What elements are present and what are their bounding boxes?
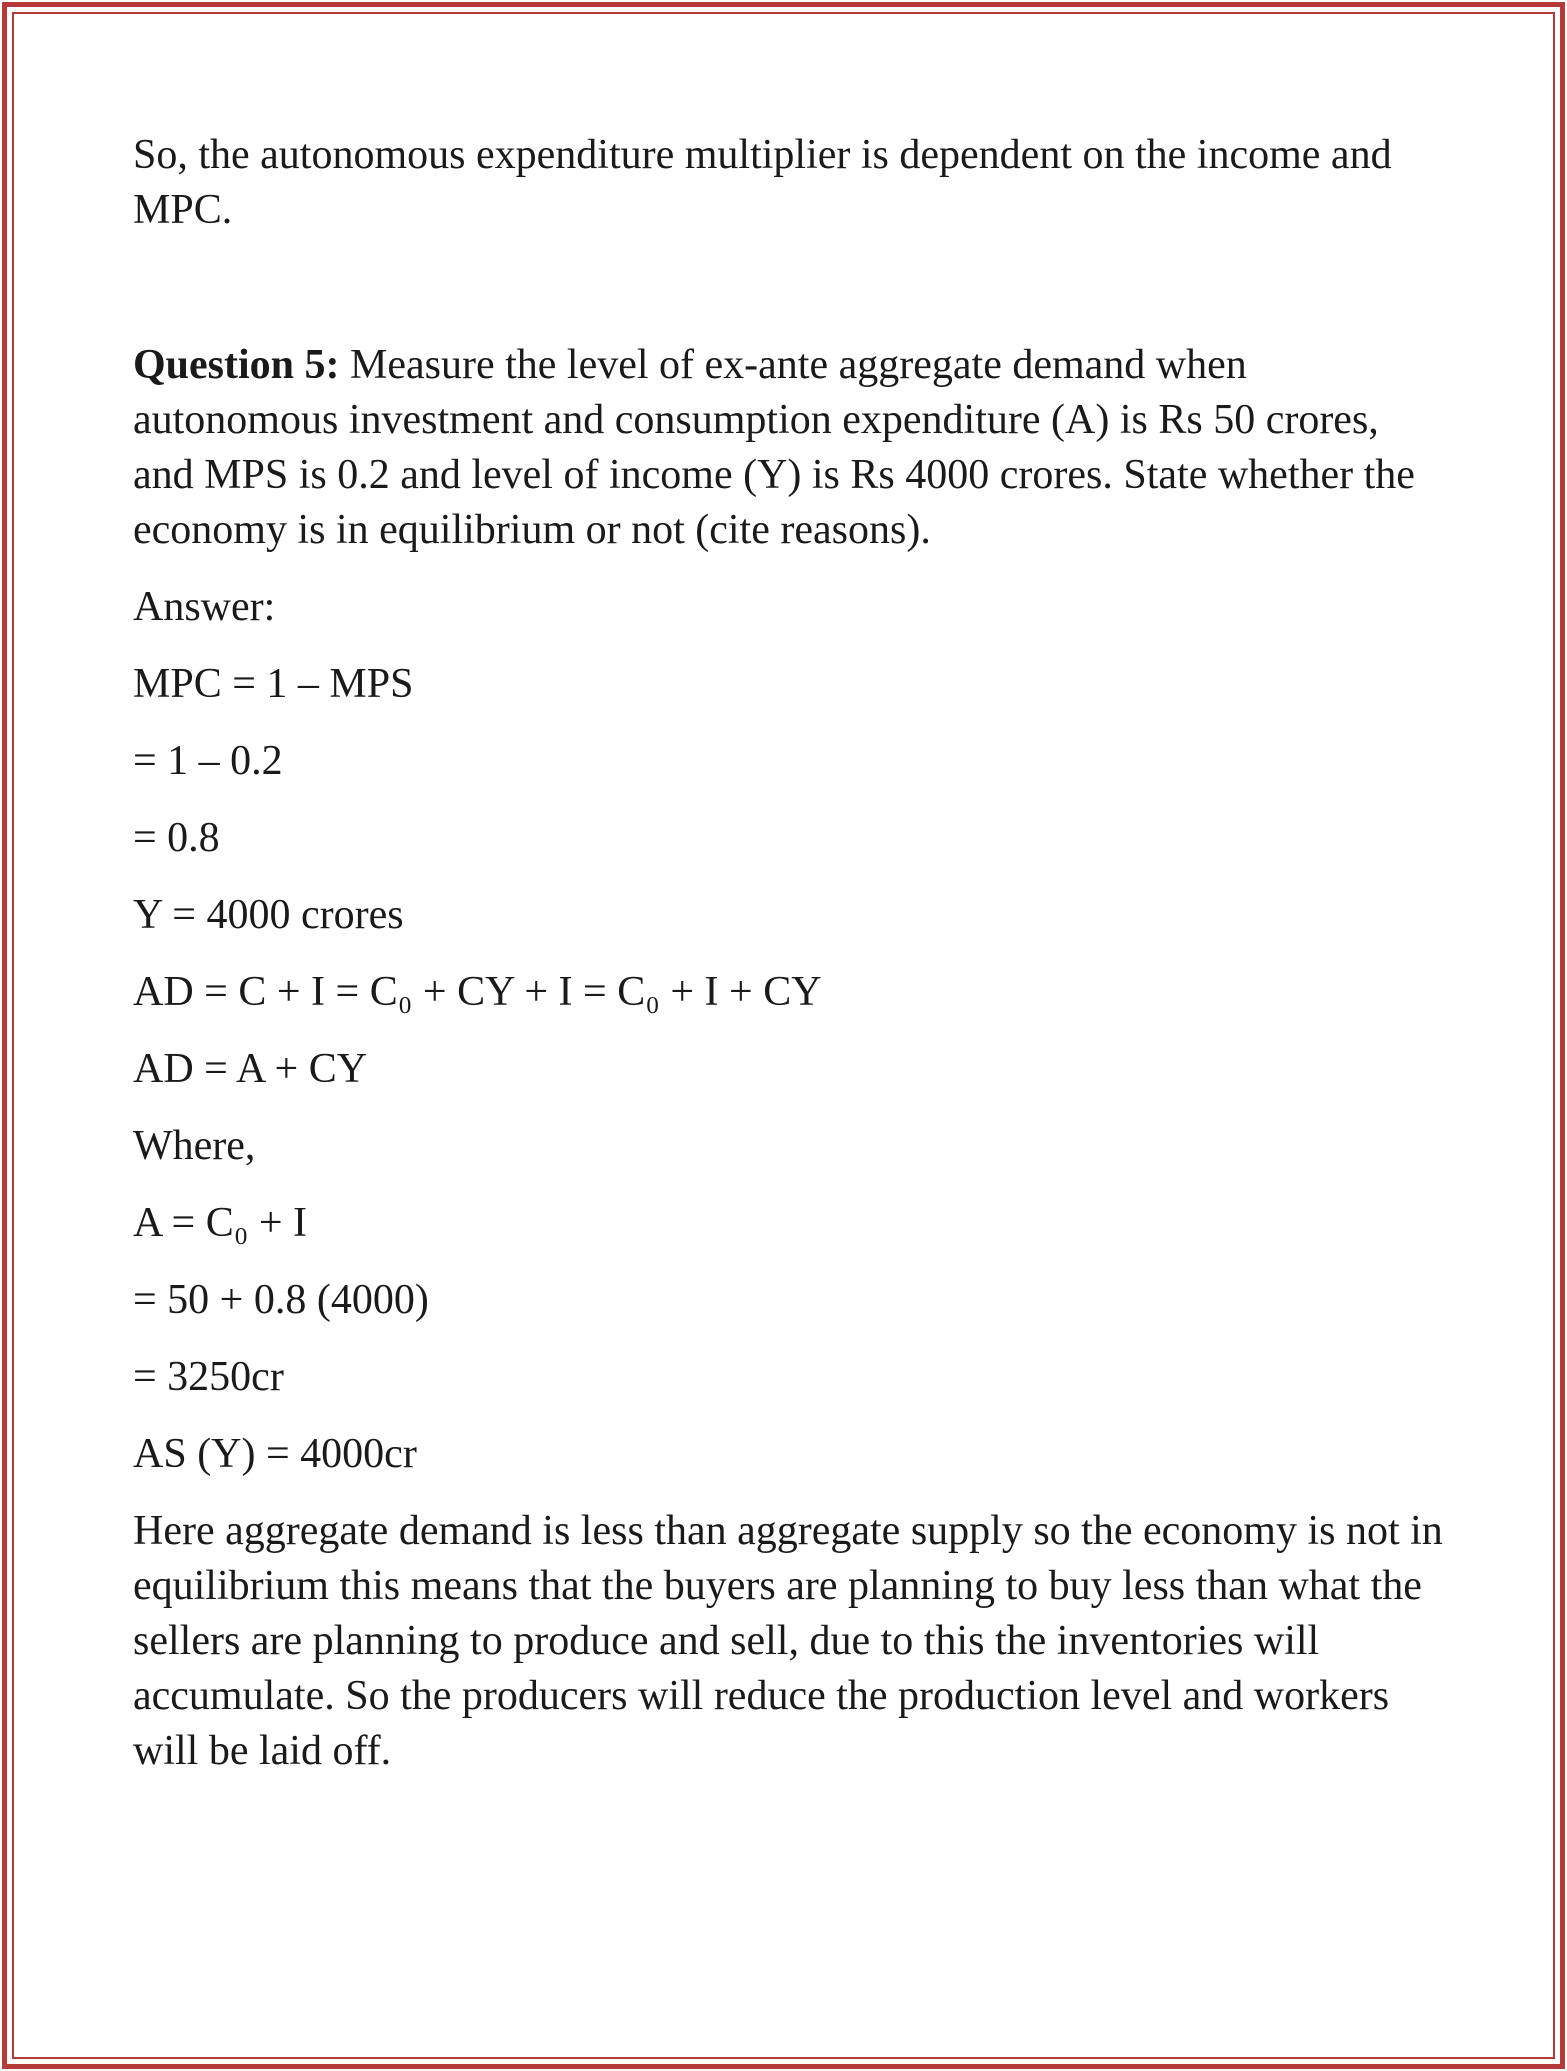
equation-line-7: Where, — [133, 1123, 256, 1169]
intro-paragraph: So, the autonomous expenditure multiplier is dependent on the income and MPC. — [133, 132, 1392, 233]
question-paragraph — [133, 338, 1443, 558]
equation-line-8: A = C₀ + I — [133, 1200, 308, 1246]
equation-line-1: MPC = 1 – MPS — [133, 661, 414, 707]
question-text: Measure the level of ex-ante aggregate demand when autonomous investment and consumption expenditure (A) is Rs 50 crores, and MPS is 0.2 and level of income (Y) is Rs 4000 crores. State whether the economy is in equilibrium or not (cite reasons). — [133, 342, 1415, 553]
equation-line-5: AD = C + I = C₀ + CY + I = C₀ + I + CY — [133, 969, 822, 1015]
equation-line-11: AS (Y) = 4000cr — [133, 1431, 417, 1477]
equation-line-9: = 50 + 0.8 (4000) — [133, 1277, 429, 1323]
document-body — [133, 128, 1443, 1779]
conclusion-paragraph: Here aggregate demand is less than aggregate supply so the economy is not in equilibrium this means that the buyers are planning to buy less than what the sellers are planning to produce and sell, due to this the inventories will accumulate. So the producers will reduce the production level and workers will be laid off. — [133, 1508, 1443, 1774]
equation-line-4: Y = 4000 crores — [133, 892, 404, 938]
answer-label: Answer: — [133, 584, 276, 630]
equation-line-2: = 1 – 0.2 — [133, 738, 283, 784]
equation-line-10: = 3250cr — [133, 1354, 284, 1400]
equation-line-3: = 0.8 — [133, 815, 220, 861]
question-label: Question 5: — [133, 342, 340, 388]
equation-line-6: AD = A + CY — [133, 1046, 368, 1092]
